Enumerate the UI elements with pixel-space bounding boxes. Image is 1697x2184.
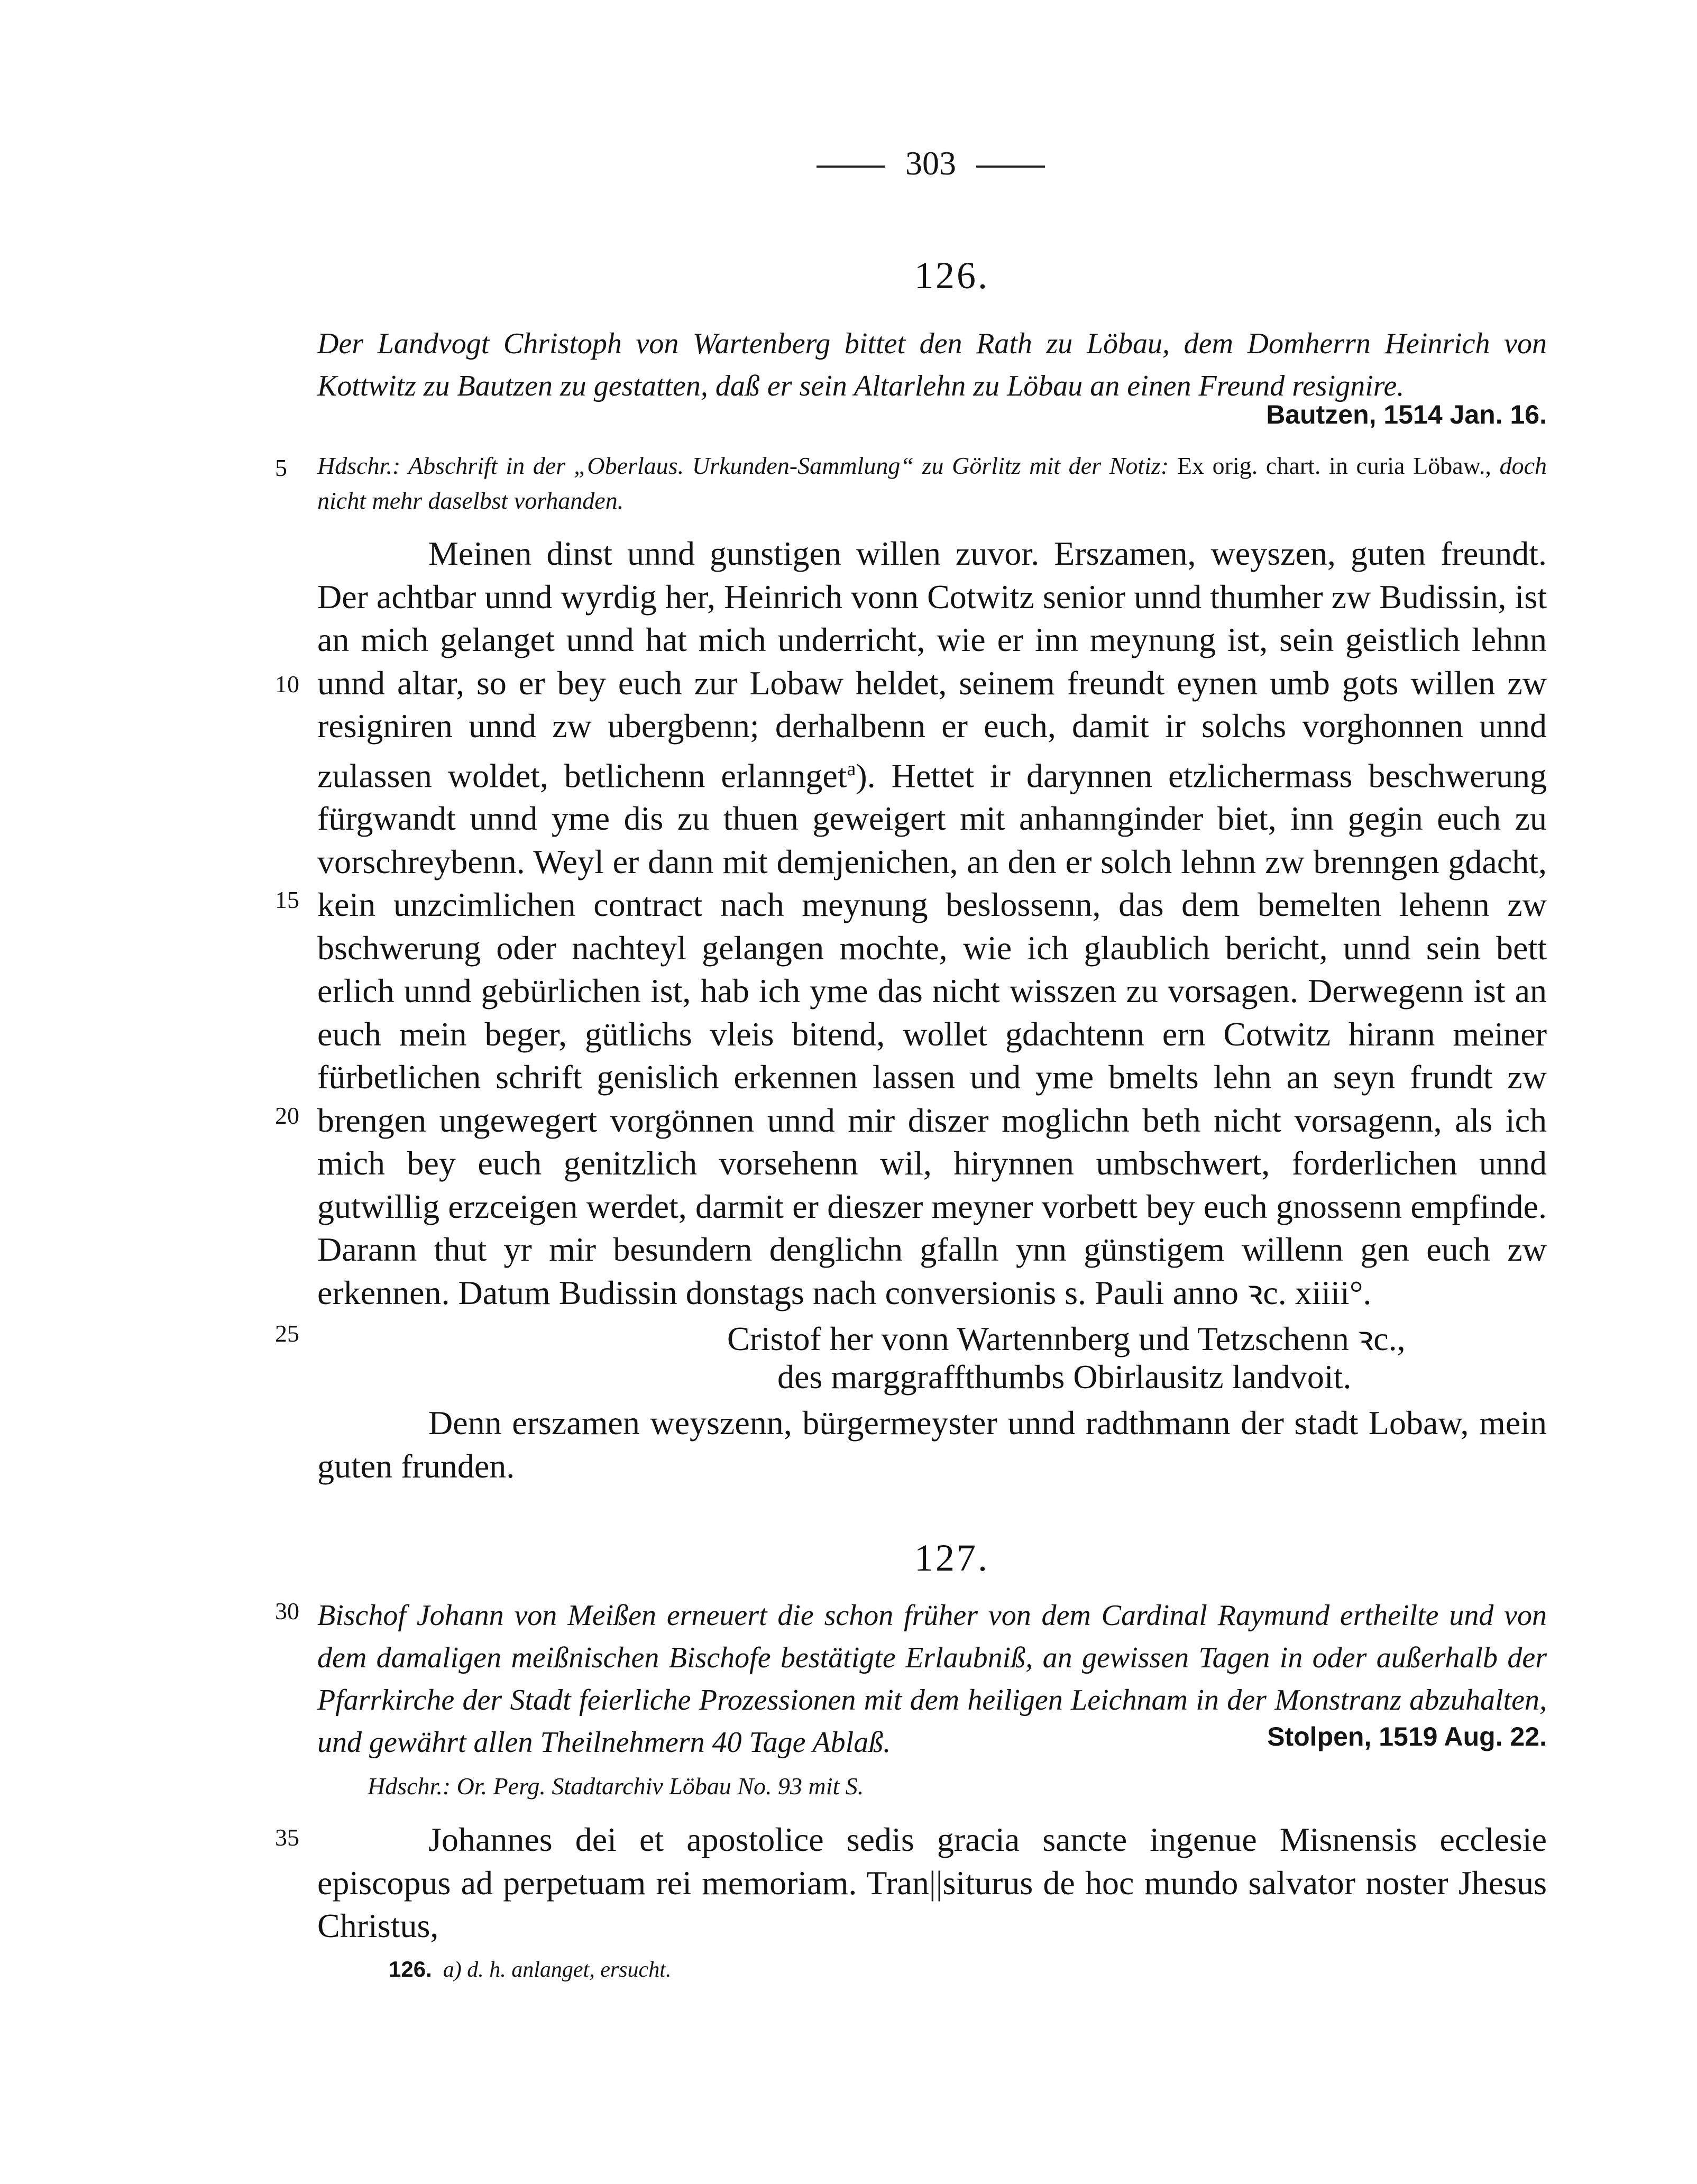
footnote-126 [389, 1957, 671, 1983]
address-126: Denn erszamen weyszenn, bürgermeyster unnd radthmann der stadt Lobaw, mein guten frunden. [317, 1404, 1547, 1485]
source-note-127: Hdschr.: Or. Perg. Stadtarchiv Löbau No. 93 mit S. [368, 1773, 864, 1800]
regest-127-text: Bischof Johann von Meißen erneuert die schon früher von dem Cardinal Raymund ertheilte und von dem damaligen meißnischen Bischofe bestätigte Erlaubniß, an gewissen Tagen in oder außerhalb der Pfarrkirche der Stadt feierliche Prozessionen mit dem heiligen Leichnam in der Monstranz abzuhalten, und gewährt allen Theilnehmern 40 Tage Ablaß. [317, 1599, 1547, 1759]
place-date-127: Stolpen, 1519 Aug. 22. [1267, 1722, 1547, 1751]
header-rule-right [976, 166, 1045, 168]
source-note-126 [317, 448, 1547, 518]
document-number-127: 127. [914, 1537, 989, 1579]
text-126-part1: Meinen dinst unnd gunstigen willen zuvor. Erszamen, weyszen, guten freundt. Der achtbar unnd wyrdig her, Heinrich vonn Cotwitz senior unnd thumher zw Budissin, ist an mich gelanget unnd hat mich underricht, wie er inn meynung ist, sein geistlich lehnn unnd altar, so er bey euch zur Lobaw heldet, seinem freundt eynen umb gots willen zw resigniren unnd zw ubergbenn; derhalbenn er euch, damit ir solchs vorghonnen unnd zulassen woldet, betlichenn erlannget [317, 535, 1547, 794]
text-126 [317, 532, 1547, 1314]
footnote-ref: 126. [389, 1957, 432, 1981]
line-number-5: 5 [275, 454, 287, 481]
signature-line-2: des marggraffthumbs Obirlausitz landvoit. [777, 1358, 1352, 1396]
source-italic-1: Hdschr.: Abschrift in der „Oberlaus. Urkunden-Sammlung“ zu Görlitz mit der Notiz: [317, 452, 1169, 479]
line-number-25: 25 [275, 1320, 299, 1347]
footnote-marker-a: a [847, 757, 856, 780]
line-number-30: 30 [275, 1598, 299, 1625]
paragraph-126-1 [317, 532, 1547, 1314]
signature-line-1: Cristof her vonn Wartennberg und Tetzschenn ꝛc., [727, 1320, 1406, 1357]
text-126-part2: ). Hettet ir darynnen etzlichermass beschwerung fürgwandt unnd yme dis zu thuen geweigert mit anhannginder biet, inn gegin euch zu vorschreybenn. Weyl er dann mit demjenichen, an den er solch lehnn zw brenngen gdacht, kein unzcimlichen contract nach meynung beslossenn, das dem bemelten lehenn zw bschwerung oder nachteyl gelangen mochte, wie ich glaublich bericht, unnd sein bett erlich unnd gebürlichen ist, hab ich yme das nicht wisszen zu vorsagen. Derwegenn ist an euch mein beger, gütlichs vleis bitend, wollet gdachtenn ern Cotwitz hirann meiner fürbetlichen schrift genislich erkennen lassen und yme bmelts lehn an seyn frundt zw brengen ungewegert vorgönnen unnd mir diszer moglichn beth nicht vorsagenn, als ich mich bey euch genitzlich vorsehenn wil, hirynnen umbschwert, forderlichen unnd gutwillig erzceigen werdet, darmit er dieszer meyner vorbett bey euch gnossenn empfinde. Darann thut yr mir besundern denglichn gfalln ynn günstigem willenn gen euch zw erkennen. Datum Budissin donstags nach conversionis s. Pauli anno ꝛc. xiiii°. [317, 756, 1547, 1311]
document-number-126: 126. [914, 254, 989, 297]
place-date-126: Bautzen, 1514 Jan. 16. [1266, 400, 1547, 429]
header-rule-left [817, 166, 885, 168]
line-number-20: 20 [275, 1102, 299, 1129]
footnote-text: a) d. h. anlanget, ersucht. [443, 1958, 672, 1982]
paragraph-127-1: Johannes dei et apostolice sedis gracia sancte ingenue Misnensis ecclesie episcopus ad perpetuam rei memoriam. Tran||siturus de hoc mundo salvator noster Jhesus Christus, [317, 1821, 1547, 1944]
page-number: 303 [905, 144, 956, 182]
text-127 [317, 1818, 1547, 1948]
line-number-10: 10 [275, 671, 299, 698]
line-number-35: 35 [275, 1824, 299, 1851]
line-number-15: 15 [275, 886, 299, 913]
page-header [783, 144, 1079, 183]
source-italic-2: doch nicht mehr daselbst vorhanden. [317, 452, 1547, 514]
source-roman-1: Ex orig. chart. in curia Löbaw., [1177, 452, 1491, 479]
regest-126: Der Landvogt Christoph von Wartenberg bittet den Rath zu Löbau, dem Domherrn Heinrich von Kottwitz zu Bautzen zu gestatten, daß er sein Altarlehn zu Löbau an einen Freund resignire. [317, 327, 1547, 402]
